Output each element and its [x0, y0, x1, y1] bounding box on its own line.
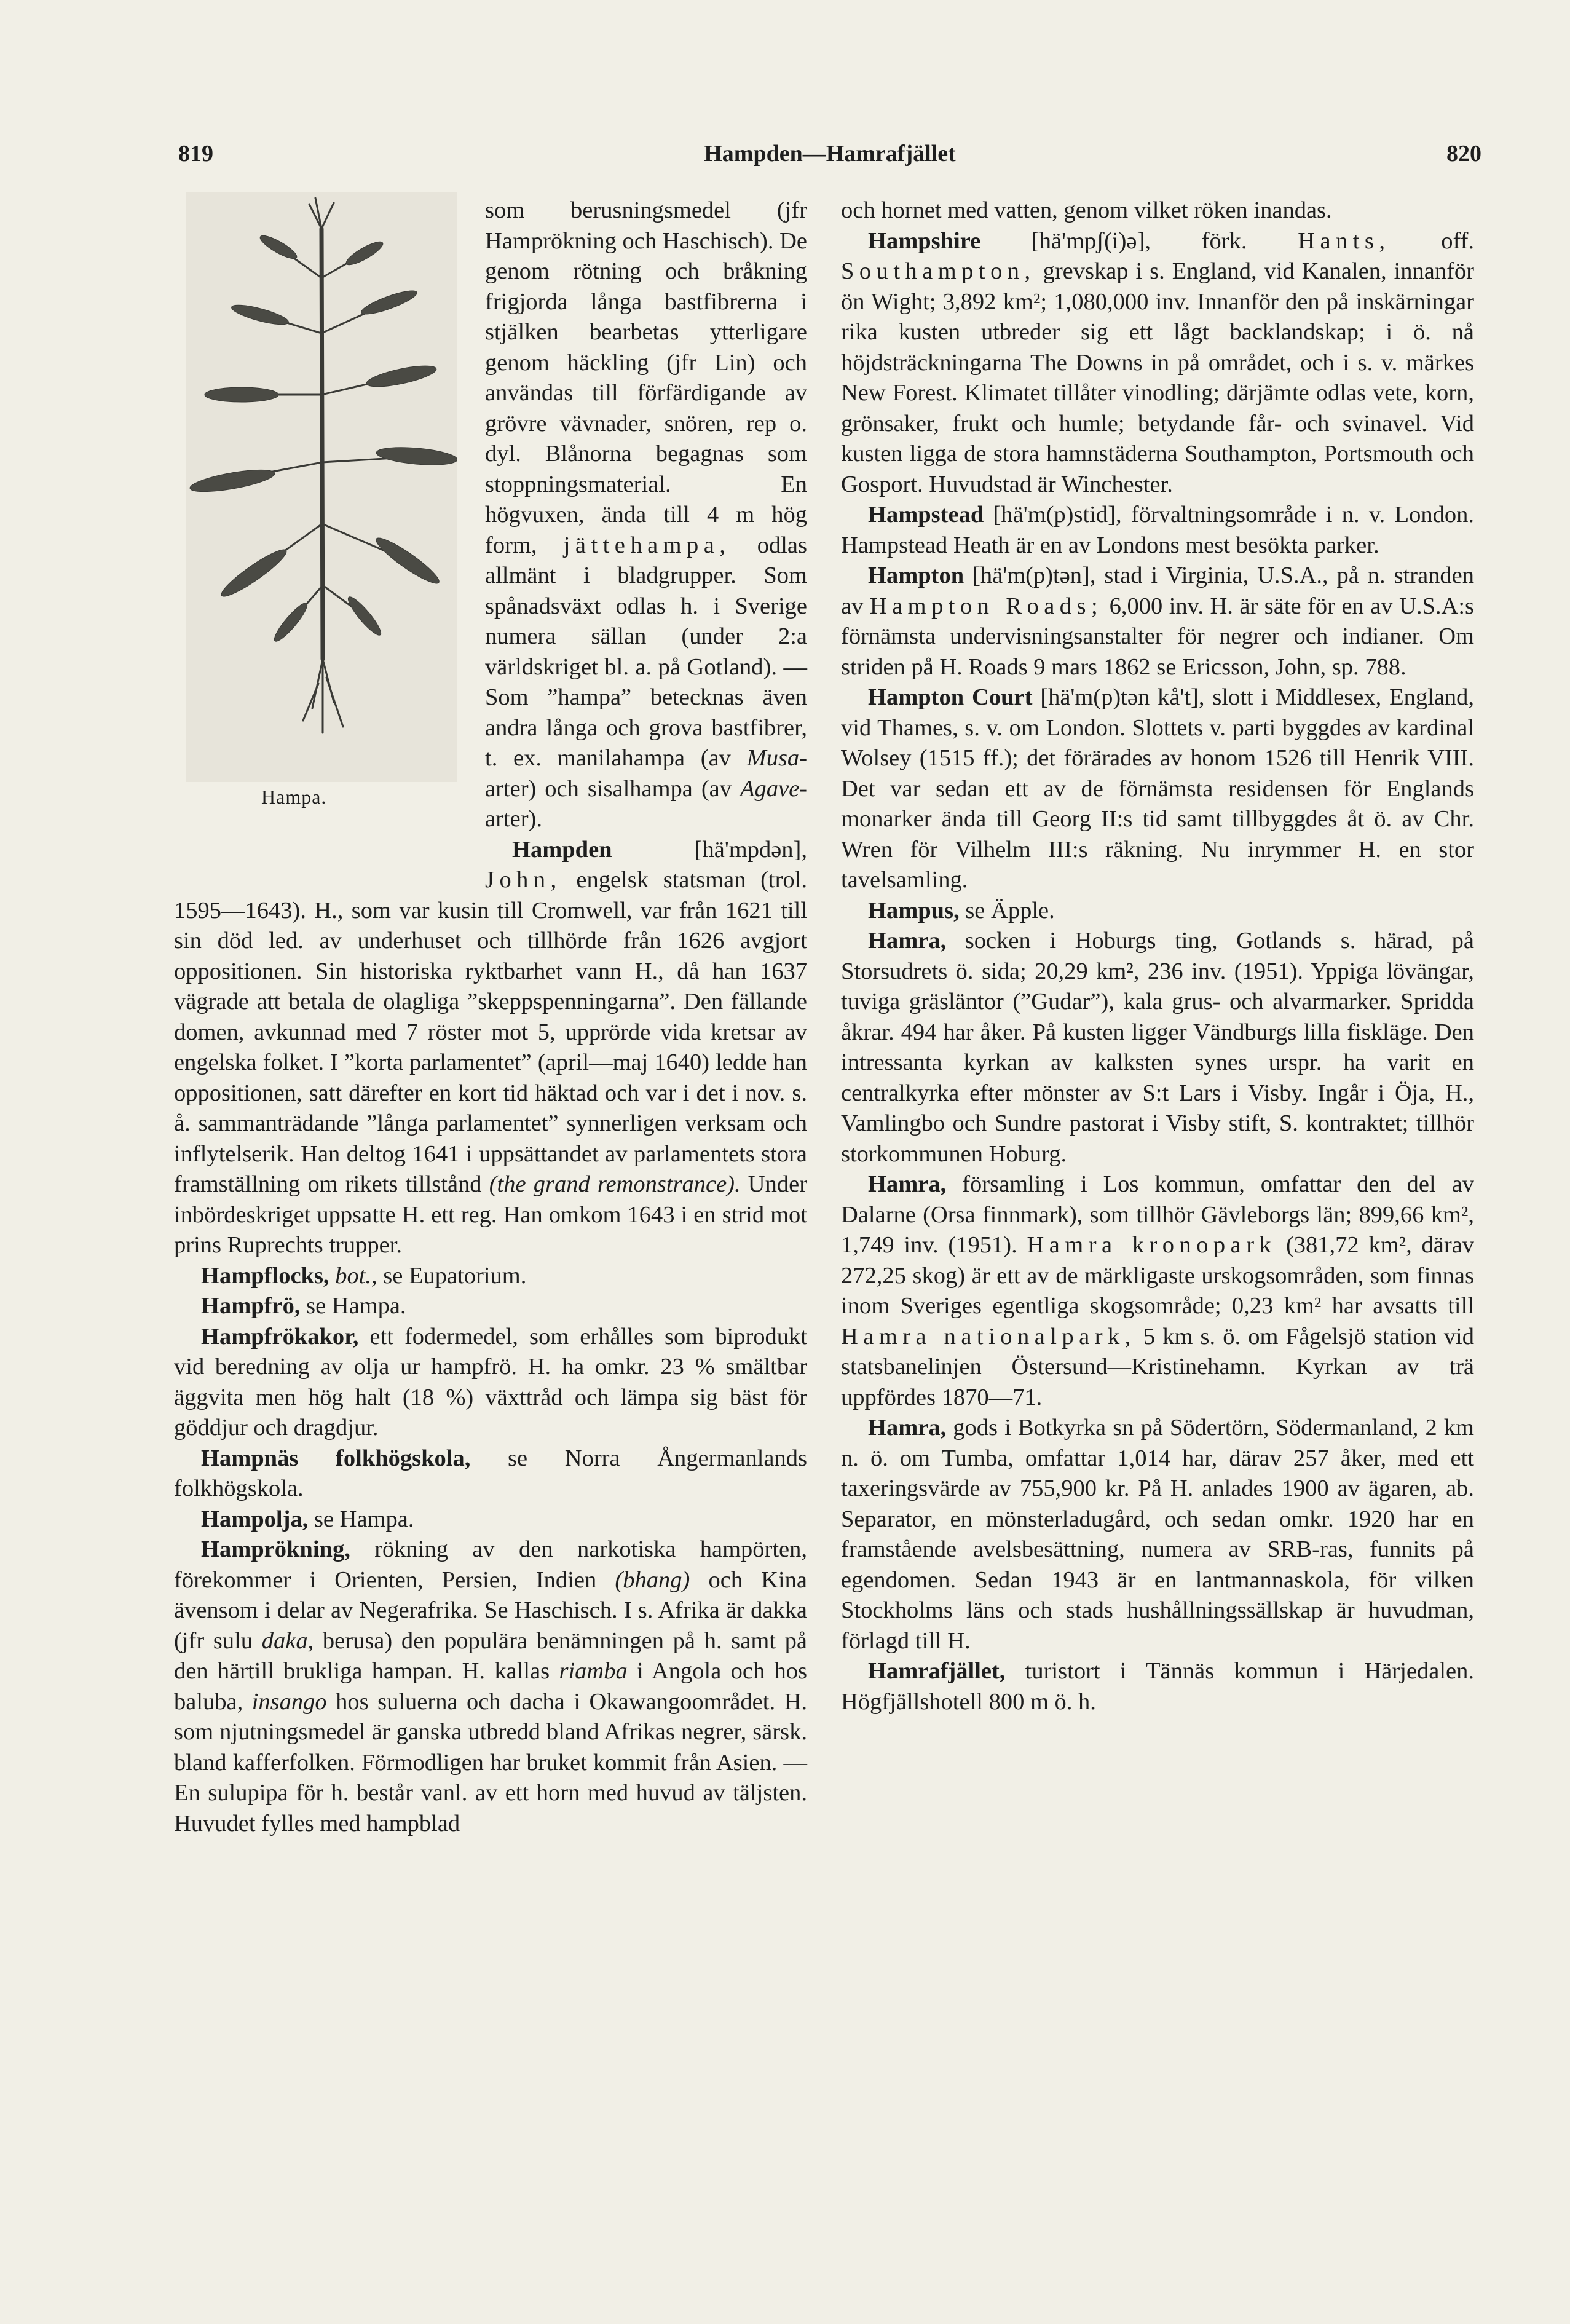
running-title: Hampden—Hamrafjället	[704, 141, 956, 167]
figure-caption: Hampa.	[261, 786, 327, 808]
entry-hampnas: Hampnäs folkhögskola, se Norra Ångermanlands folkhögskola.	[174, 1445, 808, 1501]
page-number-left: 819	[178, 141, 213, 167]
right-column	[841, 196, 1474, 1717]
entry-hampton-court: Hampton Court [hä'm(p)tən kå't], slott i Middlesex, England, vid Thames, s. v. om London. Slottets v. parti byggdes av kardinal Wolsey (1515 ff.); det förärades av honom 1526 till Henrik VIII. Det var sedan ett av de förnämsta residensen för Englands monarker ända till Georg II:s tid samt tillbyggdes åt ö. av Chr. Wren för Vilhelm III:s räkning. Nu inrymmer H. en stor tavelsamling.	[841, 684, 1474, 893]
entry-hampshire: Hampshire [hä'mpʃ(i)ə], förk. Hants, off. Southampton, grevskap i s. England, vid Kanalen, innanför ön Wight; 3,892 km²; 1,080,000 inv. Innanför den på inskärningar rika kusten utbreder sig ett lågt backlandskap; i ö. nå höjdsträckningarna The Downs in på området, och i s. v. märkes New Forest. Klimatet tillåter vinodling; därjämte odlas vete, korn, grönsaker, frukt och humle; betydande får- och svinavel. Vid kusten ligga de stora hamnstäderna Southampton, Portsmouth och Gosport. Huvudstad är Winchester.	[841, 227, 1475, 497]
entry-hamra-forsamling: Hamra, församling i Los kommun, omfattar den del av Dalarne (Orsa finnmark), som tillhör Gävleborgs län; 899,66 km², 1,749 inv. (1951). Hamra kronopark (381,72 km², därav 272,25 skog) är ett av de märkligaste urskogsområden, som finnas inom Sveriges egentliga skogsområde; 0,23 km² har avsatts till Hamra nationalpark, 5 km s. ö. om Fågelsjö station vid statsbanelinjen Östersund—Kristinehamn. Kyrkan av trä uppfördes 1870—71.	[841, 1171, 1475, 1410]
page-header	[178, 140, 1481, 177]
entry-hamprokning-continuation: och hornet med vatten, genom vilket röken inandas.	[841, 197, 1332, 223]
entry-hampflocks: Hampflocks, bot., se Eupatorium.	[201, 1262, 527, 1289]
entry-hampfro: Hampfrö, se Hampa.	[201, 1293, 406, 1319]
entry-hamrafjallet: Hamrafjället, turistort i Tännäs kommun i Härjedalen. Högfjällshotell 800 m ö. h.	[841, 1658, 1474, 1715]
hampa-figure	[168, 192, 469, 880]
entry-hampden: Hampden [hä'mpdən], John, engelsk statsman (trol. 1595—1643). H., som var kusin till Cromwell, var från 1621 till sin död led. av underhuset och tillhörde från 1626 avgjort oppositionen. Sin historiska ryktbarhet vann H., då han 1637 vägrade att betala de olagliga ”skeppspenningarna”. Den fällande domen, avkunnad med 7 röster mot 5, upprörde vida kretsar av engelska folket. I ”korta parlamentet” (april—maj 1640) ledde han oppositionen, satt därefter en kort tid häktad och var i det i nov. s. å. sammanträdande ”långa parlamentet” synnerligen verksam och inflytelserik. Han deltog 1641 i uppsättandet av parlamentets stora framställning om rikets tillstånd (the grand remonstrance). Under inbördeskriget uppsatte H. ett reg. Han omkom 1643 i en strid mot prins Ruprechts trupper.	[174, 836, 808, 1258]
entry-hamra-gods: Hamra, gods i Botkyrka sn på Södertörn, Södermanland, 2 km n. ö. om Tumba, omfattar 1,014 har, därav 257 åker, med ett taxeringsvärde av 755,900 kr. På H. anlades 1900 av ägaren, ab. Separator, en mönsterladugård, och sedan omkr. 1920 har en framstående avelsbesättning, numera av SRB-ras, funnits på egendomen. Sedan 1943 är en lantmannaskola, för vilken Stockholms läns och stads hushållningssällskap är huvudman, förlagd till H.	[841, 1415, 1474, 1654]
entry-hamra-socken: Hamra, socken i Hoburgs ting, Gotlands s. härad, på Storsudrets ö. sida; 20,29 km², 236 inv. (1951). Yppiga lövängar, tuviga gräsläntor (”Gudar”), kala grus- och alvarmarker. Spridda åkrar. 494 har åker. På kusten ligger Vändburgs lilla fiskläge. Den intressanta kyrkan av kalksten synes urspr. ha varit en centralkyrka efter mönster av S:t Lars i Visby. Ingår i Öja, H., Vamlingbo och Sundre pastorat i Visby stift, S. kontraktet; tillhör storkommunen Hoburg.	[841, 928, 1475, 1167]
entry-hampus: Hampus, se Äpple.	[868, 897, 1055, 923]
page-number-right: 820	[1446, 141, 1481, 167]
entry-hampfrokakor: Hampfrökakor, ett fodermedel, som erhålles som biprodukt vid beredning av olja ur hampfrö. H. ha omkr. 23 % smältbar äggvita men hög halt (18 %) växttråd och lämpa sig bäst för göddjur och dragdjur.	[174, 1323, 807, 1441]
entry-hampolja: Hampolja, se Hampa.	[201, 1506, 414, 1532]
entry-hampa-continuation: som berusningsmedel (jfr Hamprökning och Haschisch). De genom rötning och bråkning frigjorda långa bastfibrerna i stjälken bearbetas ytterligare genom häckling (jfr Lin) och användas till förfärdigande av grövre vävnader, snören, rep o. dyl. Blånorna begagnas som stoppningsmaterial. En högvuxen, ända till 4 m hög form, jättehampa, odlas allmänt i bladgrupper. Som spånadsväxt odlas h. i Sverige numera sällan (under 2:a världskriget bl. a. på Gotland). — Som ”hampa” betecknas även andra långa och grova bastfibrer, t. ex. manilahampa (av Musa-arter) och sisalhampa (av Agave-arter).	[485, 197, 808, 832]
entry-hamprokning: Hamprökning, rökning av den narkotiska hampörten, förekommer i Orienten, Persien, Indien (bhang) och Kina ävensom i delar av Negerafrika. Se Haschisch. I s. Afrika är dakka (jfr sulu daka, berusa) den populära benämningen på h. samt på den härtill brukliga hampan. H. kallas riamba i Angola och hos baluba, insango hos suluerna och dacha i Okawangoområdet. H. som njutningsmedel är ganska utbredd bland Afrikas negrer, särsk. bland kafferfolken. Förmodligen har bruket kommit från Asien. — En sulupipa för h. består vanl. av ett horn med huvud av täljsten. Huvudet fylles med hampblad	[174, 1536, 808, 1836]
cannabis-plant-illustration	[186, 192, 457, 782]
entry-hampstead: Hampstead [hä'm(p)stid], förvaltningsområde i n. v. London. Hampstead Heath är en av Londons mest besökta parker.	[841, 502, 1475, 558]
entry-hampton: Hampton [hä'm(p)tən], stad i Virginia, U.S.A., på n. stranden av Hampton Roads; 6,000 inv. H. är säte för en av U.S.A:s förnämsta undervisningsanstalter för negrer och indianer. Om striden på H. Roads 9 mars 1862 se Ericsson, John, sp. 788.	[841, 563, 1475, 680]
left-column	[174, 196, 807, 1839]
